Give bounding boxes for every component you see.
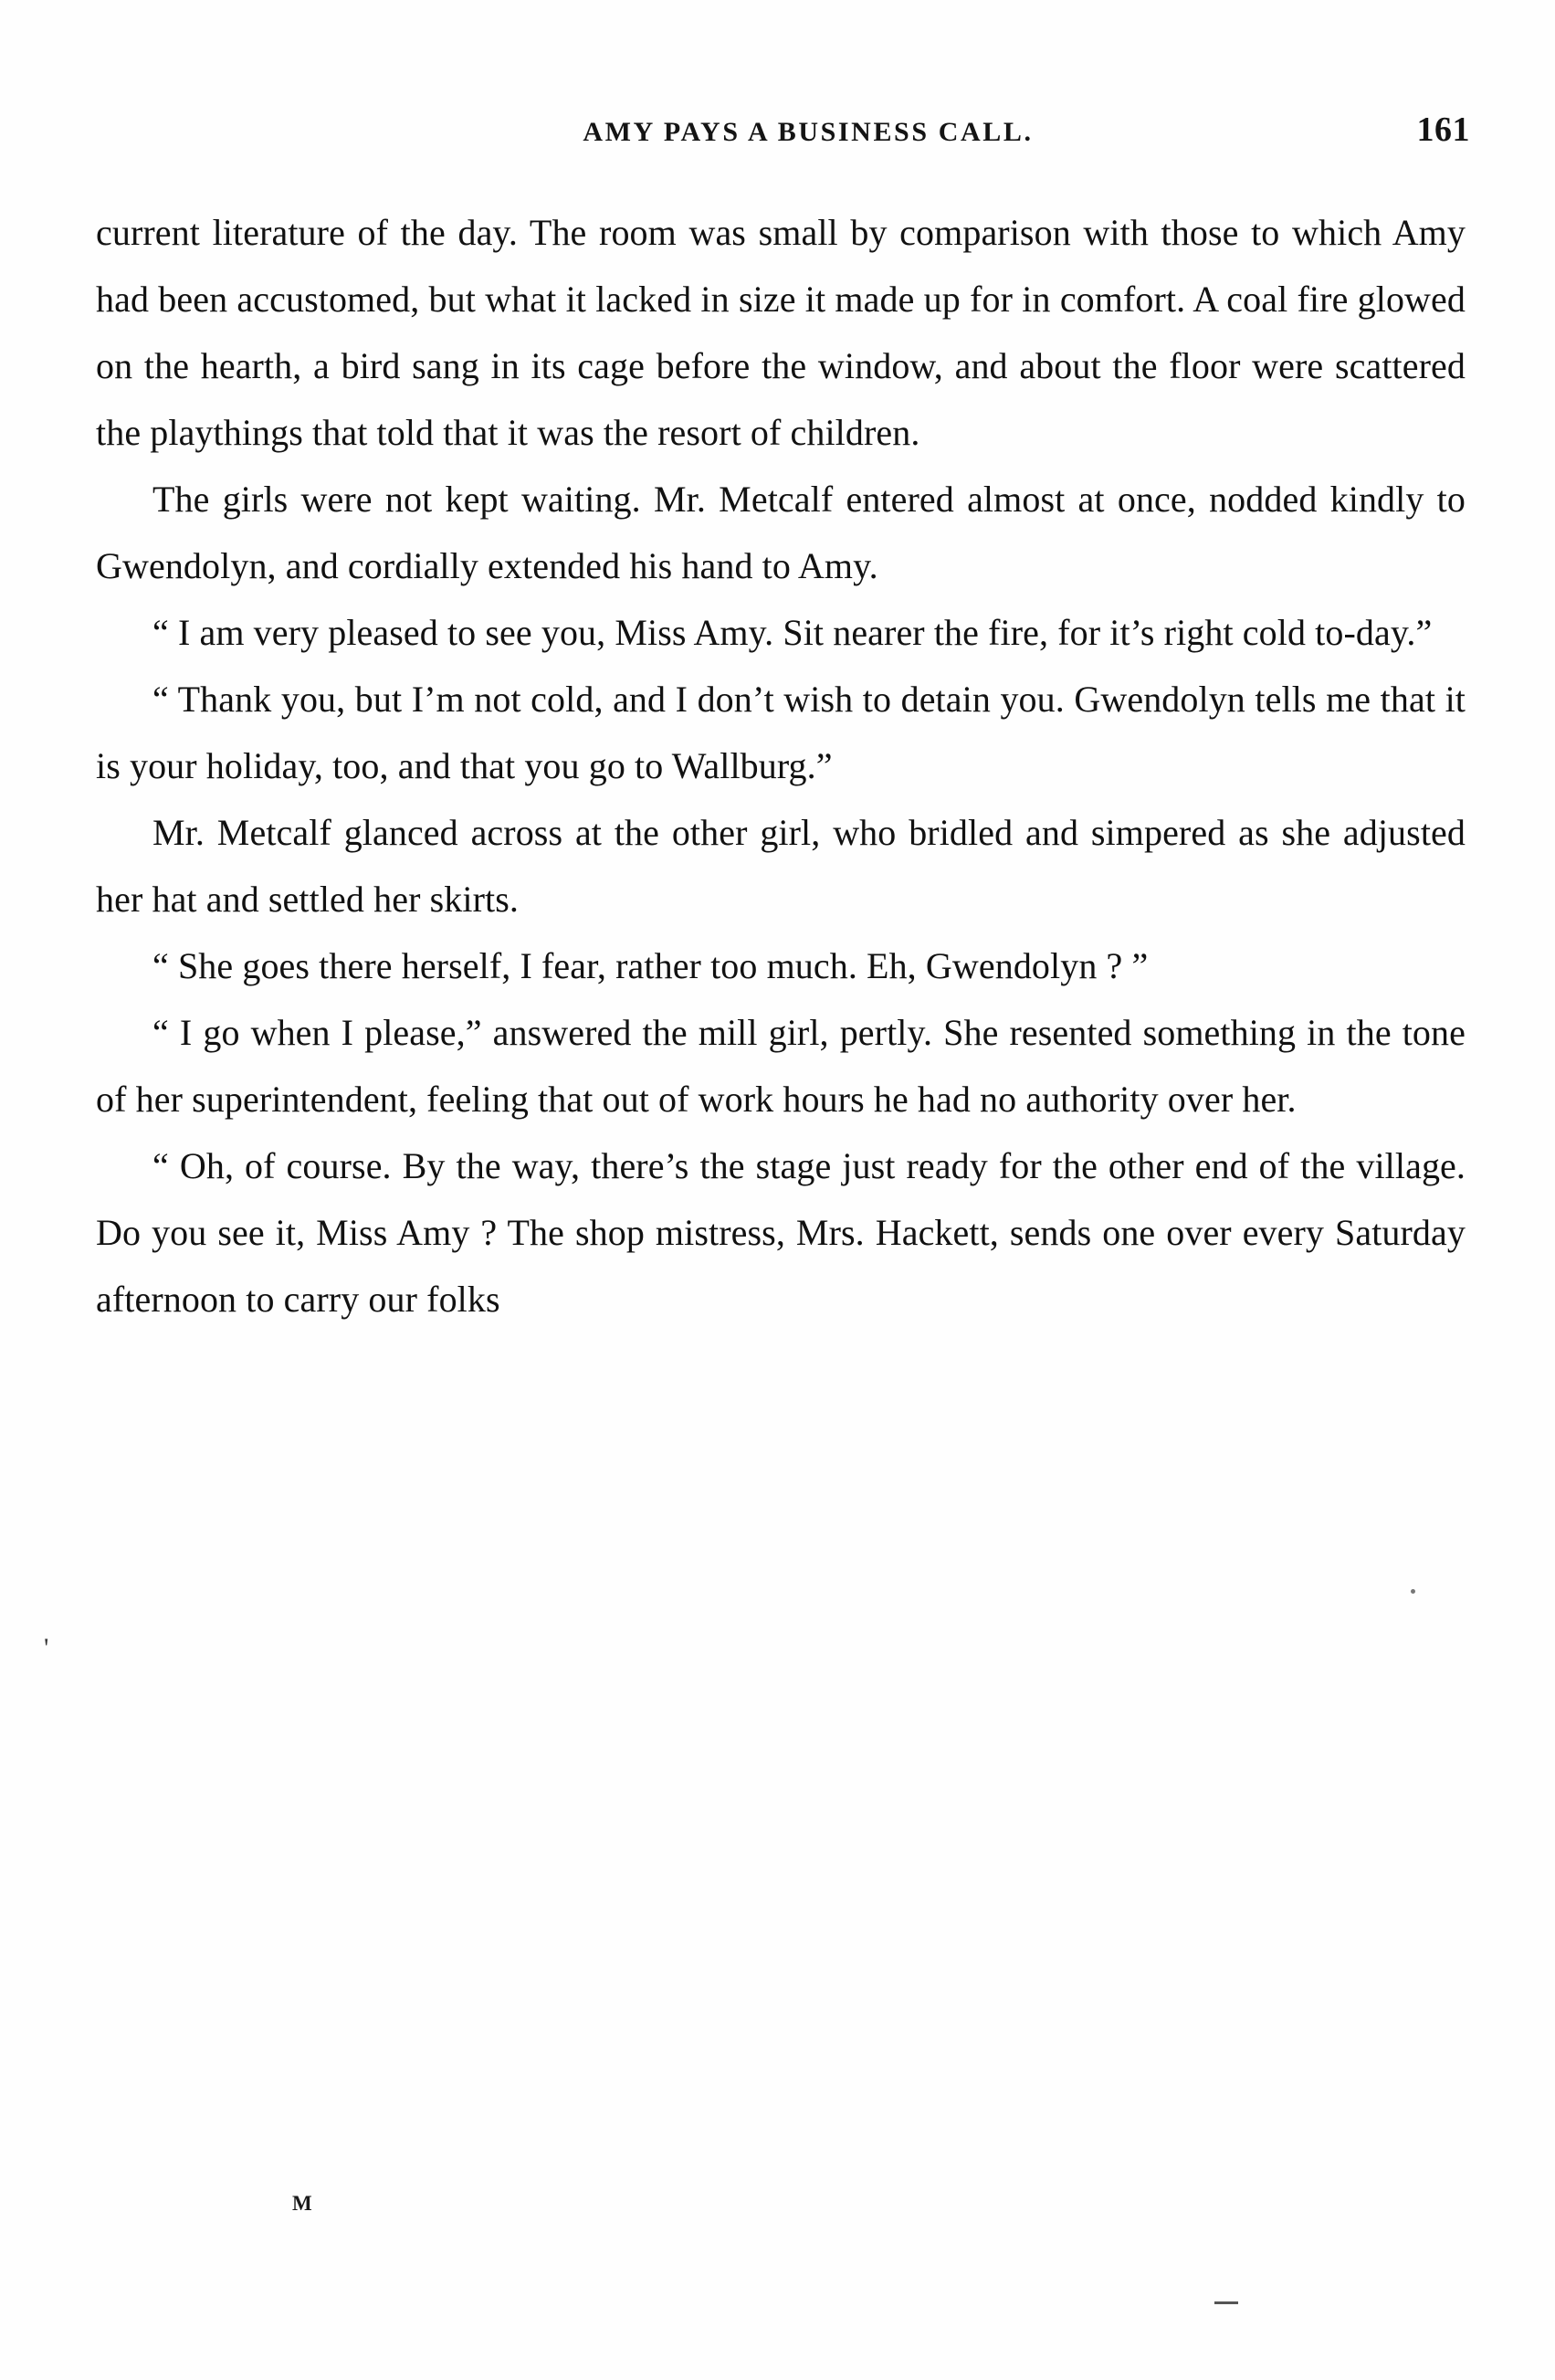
running-head — [87, 110, 1475, 150]
paragraph-2: The girls were not kept waiting. Mr. Metcalf entered almost at once, nodded kindly to Gwendolyn, and cordially extended his hand to Amy. — [96, 479, 1466, 586]
page-content — [87, 110, 1475, 1332]
body-text — [87, 199, 1475, 1332]
stray-dot-mark — [1411, 1589, 1415, 1594]
paragraph-4: “ Thank you, but I’m not cold, and I don’t wish to detain you. Gwendolyn tells me that it is your holiday, too, and that you go to Wallburg.” — [96, 679, 1466, 786]
stray-dash-mark — [1214, 2301, 1238, 2304]
paragraph-3: “ I am very pleased to see you, Miss Amy. Sit nearer the fire, for it’s right cold to-day.” — [152, 612, 1433, 653]
paragraph-8: “ Oh, of course. By the way, there’s the stage just ready for the other end of the village. Do you see it, Miss Amy ? The shop mistress, Mrs. Hackett, sends one over every Saturday afternoon to carry our folks — [96, 1145, 1466, 1320]
page-number: 161 — [1416, 111, 1470, 149]
chapter-running-title: AMY PAYS A BUSINESS CALL. — [583, 117, 1034, 147]
paragraph-6: “ She goes there herself, I fear, rather too much. Eh, Gwendolyn ? ” — [152, 945, 1149, 986]
paragraph-5: Mr. Metcalf glanced across at the other girl, who bridled and simpered as she adjusted her hat and settled her skirts. — [96, 812, 1466, 920]
signature-mark: M — [292, 2192, 313, 2215]
paragraph-7: “ I go when I please,” answered the mill girl, pertly. She resented something in the tone of her superintendent, feeling that out of work hours he had no authority over her. — [96, 1012, 1466, 1120]
paragraph-1: current literature of the day. The room was small by comparison with those to which Amy had been accustomed, but what it lacked in size it made up for in comfort. A coal fire glowed on the hearth, a bird sang in its cage before the window, and about the floor were scattered the playthings that told that it was the resort of children. — [96, 212, 1466, 453]
margin-tick-mark: ' — [44, 1633, 49, 1663]
